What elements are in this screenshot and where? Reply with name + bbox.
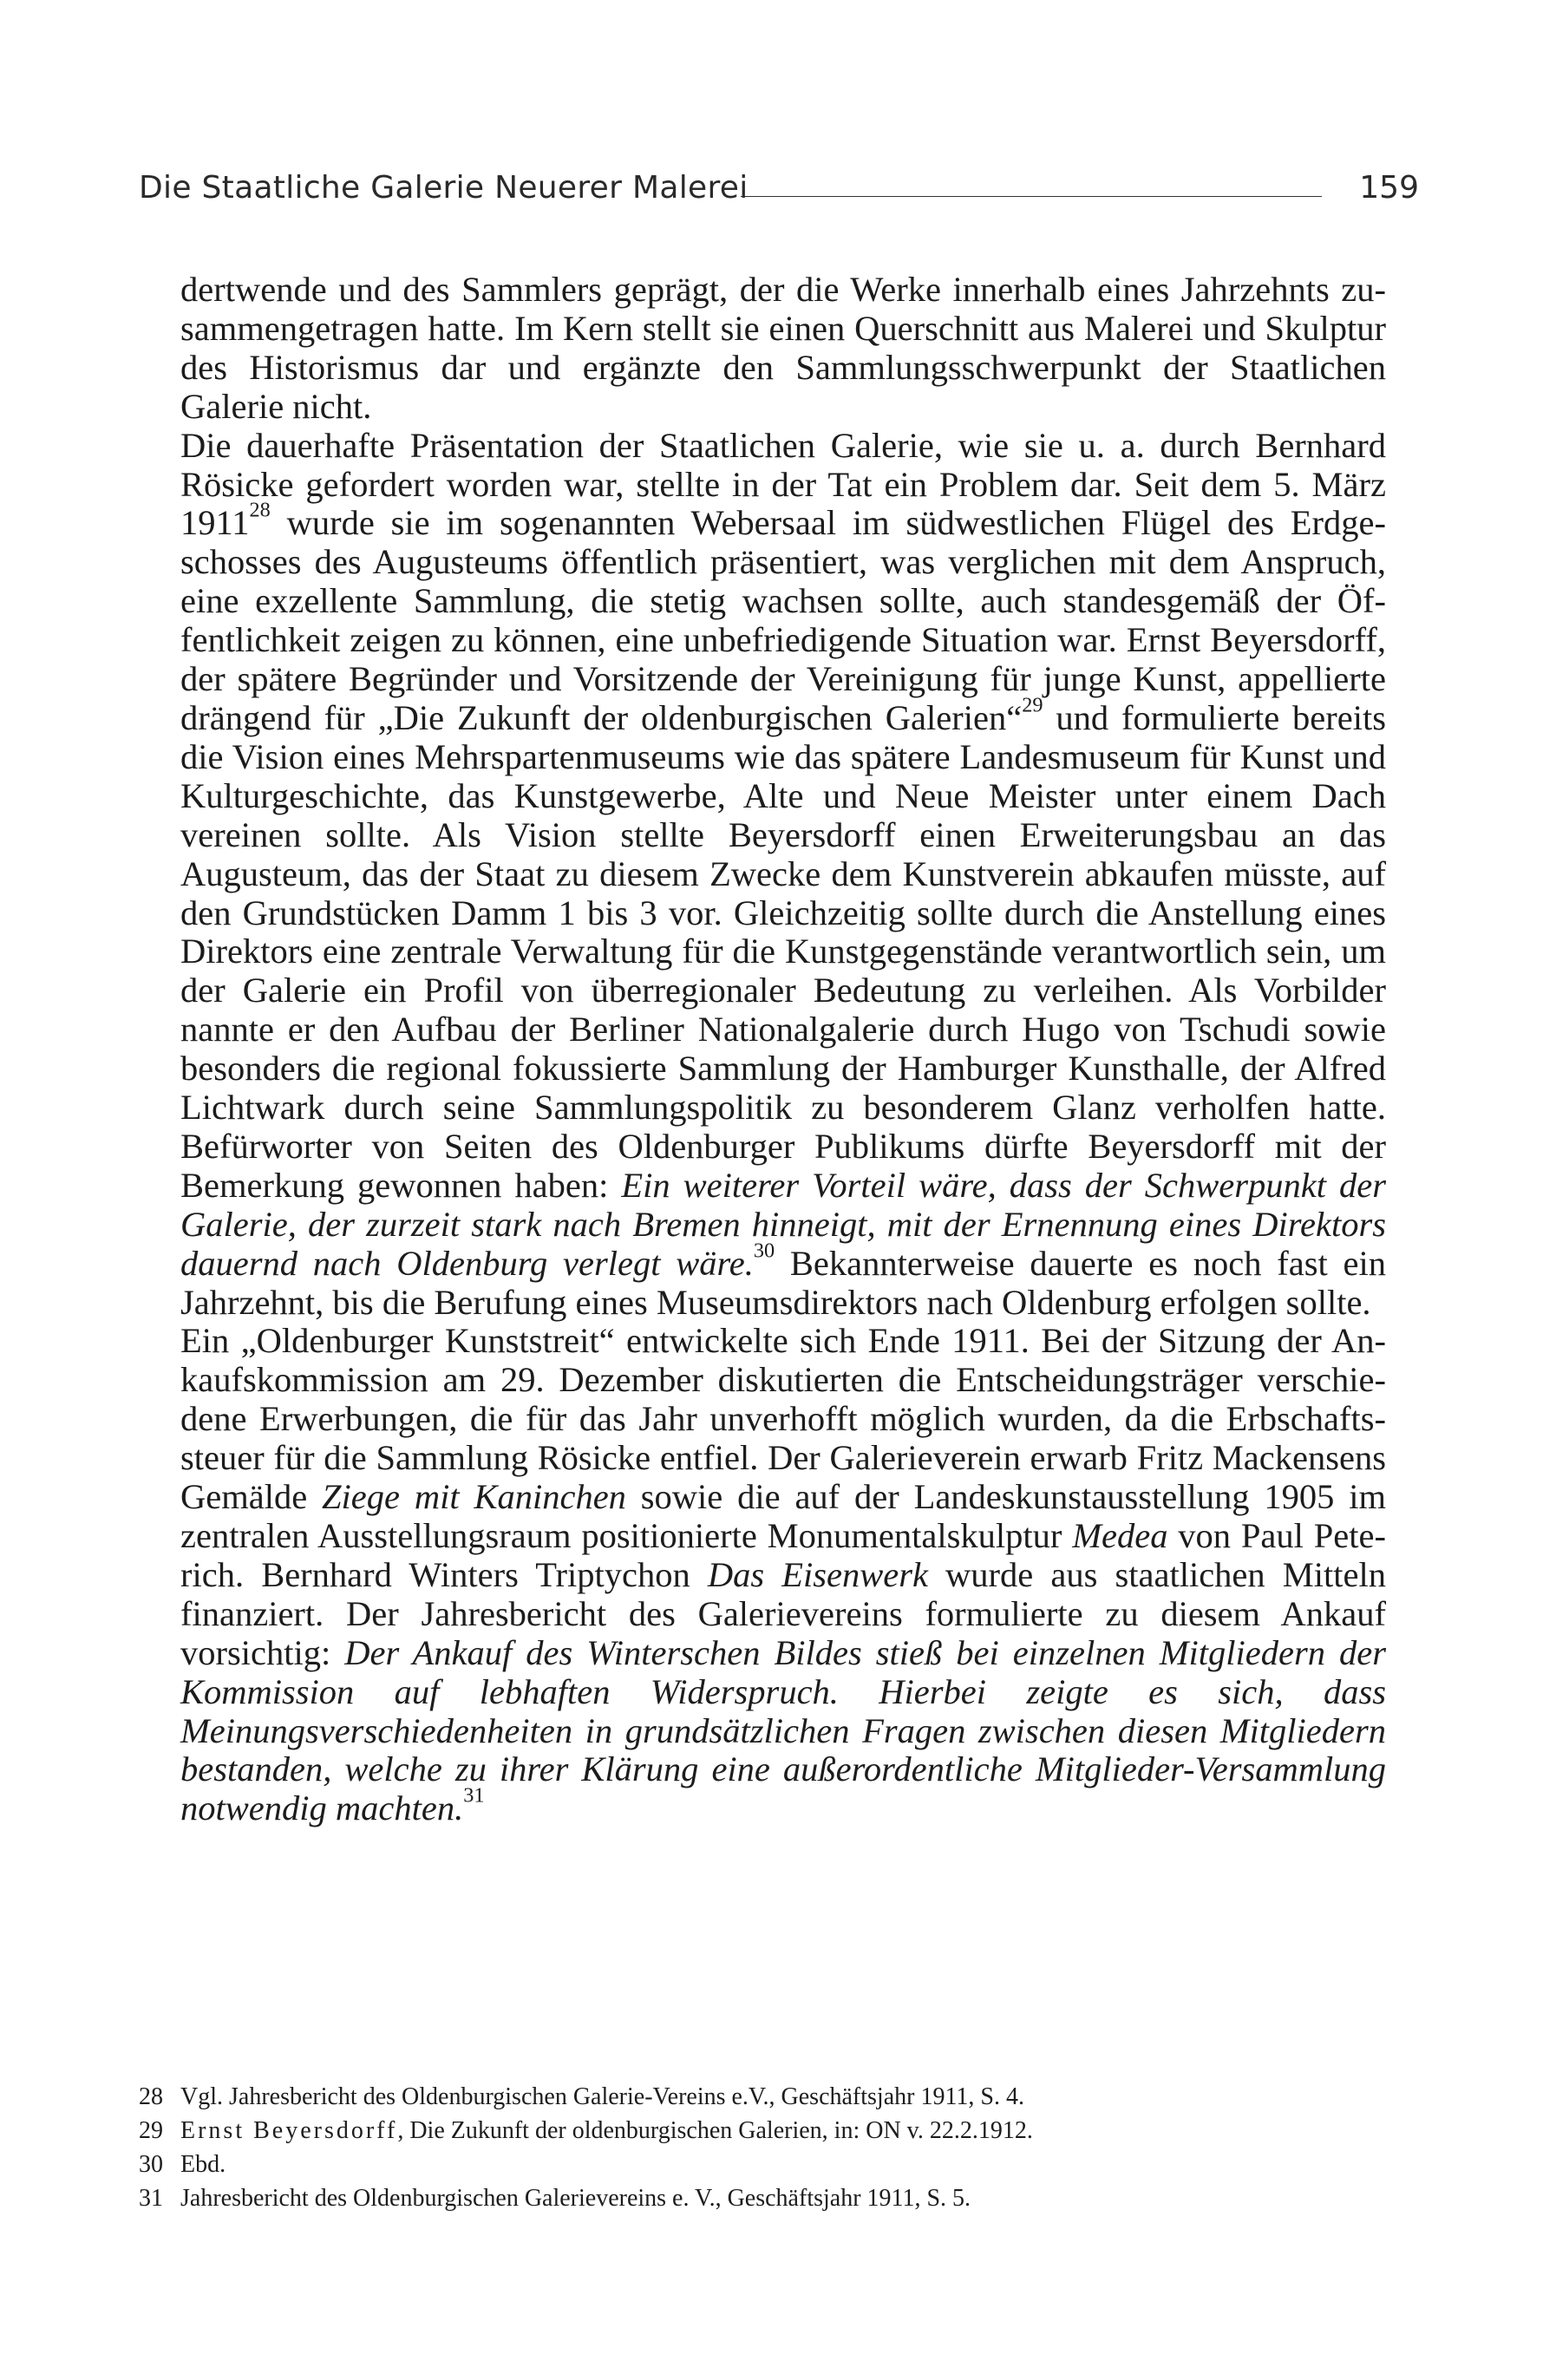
footnote-number: 28 (139, 2083, 163, 2110)
footnote-28 (139, 2080, 1266, 2114)
paragraph-2-text-c: und formulierte bereits die Vision eines Mehrspartenmuseums wie das spätere Landesmuseum für Kunst und Kulturgeschichte, das Kunstgewerbe, Alte und Neue Meister unter einem Dach vereinen sollte. Als Vision stellte Beyersdorff einen Erweiterungsbau an das Augusteum, das der Staat zu diesem Zwecke dem Kunstverein abkaufen müsste, auf den Grundstücken Damm 1 bis 3 vor. Gleichzeitig sollte durch die Anstellung eines Direktors eine zentrale Verwaltung für die Kunstgegenstände verantwortlich sein, um der Galerie ein Profil von überregionaler Bedeutung zu verleihen. Als Vorbilder nannte er den Aufbau der Berliner Nationalgalerie durch Hugo von Tschudi sowie besonders die regional fokussierte Sammlung der Hamburger Kunsthalle, der Alfred Lichtwark durch seine Sammlungspolitik zu besonderem Glanz verholfen hatte. Befürworter von Seiten des Oldenburger Publikums dürfte Beyersdorff mit der Bemerkung gewonnen haben: (180, 697, 1386, 1205)
footnote-ref-30: 30 (753, 1239, 775, 1263)
artwork-title-medea: Medea (1072, 1516, 1168, 1555)
paragraph-3-text-d: wurde aus staatlichen Mitteln finanziert. Der Jahresbericht des Galerievereins formulierte zu diesem Ankauf vorsichtig: (180, 1554, 1386, 1672)
footnote-29 (139, 2114, 1266, 2148)
footnote-text: , Die Zukunft der oldenburgischen Galerien, in: ON v. 22.2.1912. (397, 2117, 1033, 2144)
artwork-title-eisenwerk: Das Eisenwerk (707, 1554, 928, 1594)
footnote-author: Ernst Beyersdorff (180, 2117, 398, 2144)
running-head (139, 170, 1419, 222)
paragraph-2-text-a: Die dauerhafte Präsentation der Staatlichen Galerie, wie sie u. a. durch Bernhard Rösicke gefordert worden war, stellte in der Tat ein Problem dar. Seit dem 5. März 1911 (180, 425, 1386, 543)
paragraph-2 (180, 427, 1386, 1323)
paragraph-3 (180, 1322, 1386, 1828)
main-text (180, 271, 1386, 1828)
paragraph-3-text-a: Ein „Oldenburger Kunststreit“ entwickelte sich Ende 1911. Bei der Sitzung der Ankaufskommission am 29. Dezember diskutierten die Entscheidungsträger verschiedene Erwerbungen, die für das Jahr unverhofft möglich wurden, da die Erbschaftssteuer für die Sammlung Rösicke entfiel. Der Galerieverein erwarb Fritz Mackensens Gemälde (180, 1321, 1386, 1517)
footnote-31 (139, 2181, 1266, 2215)
footnote-30 (139, 2148, 1266, 2181)
footnote-ref-31: 31 (463, 1783, 485, 1808)
paragraph-3-text-b: sowie die auf der Landeskunstausstellung 1905 im zentralen Ausstellungsraum positionierte Monumentalskulptur (180, 1477, 1386, 1555)
page-number: 159 (1359, 170, 1419, 206)
footnote-text: Ebd. (180, 2151, 226, 2178)
artwork-title-ziege: Ziege mit Kaninchen (322, 1477, 626, 1517)
running-title: Die Staatliche Galerie Neuerer Malerei (139, 170, 749, 206)
footnote-number: 30 (139, 2151, 163, 2178)
footnote-text: Jahresbericht des Oldenburgischen Galerievereins e. V., Geschäftsjahr 1911, S. 5. (180, 2185, 971, 2212)
footnote-ref-29: 29 (1022, 693, 1043, 717)
paragraph-3-text-c: von Paul Peterich. Bernhard Winters Triptychon (180, 1516, 1386, 1594)
quote-beyersdorff: Ein weiterer Vorteil wäre, dass der Schwerpunkt der Galerie, der zurzeit stark nach Bremen hinneigt, mit der Ernennung eines Direktors dauernd nach Oldenburg verlegt wäre. (180, 1165, 1386, 1283)
footnote-ref-28: 28 (249, 498, 271, 522)
paragraph-2-text-d: Bekannterweise dauerte es noch fast ein Jahrzehnt, bis die Berufung eines Museumsdirektors nach Oldenburg erfolgen sollte. (180, 1243, 1386, 1322)
footnote-text: Vgl. Jahresbericht des Oldenburgischen Galerie-Vereins e.V., Geschäftsjahr 1911, S. 4. (180, 2083, 1024, 2110)
footnote-number: 29 (139, 2117, 163, 2144)
footnotes (139, 2080, 1266, 2215)
paragraph-1: dertwende und des Sammlers geprägt, der die Werke innerhalb eines Jahrzehnts zusammengetragen hatte. Im Kern stellt sie einen Querschnitt aus Malerei und Skulptur des Historismus dar und ergänzte den Sammlungsschwerpunkt der Staatlichen Galerie nicht. (180, 270, 1386, 426)
header-rule (741, 196, 1322, 197)
paragraph-2-text-b: wurde sie im sogenannten Webersaal im südwestlichen Flügel des Erdgeschosses des Augusteums öffentlich präsentiert, was verglichen mit dem Anspruch, eine exzellente Sammlung, die stetig wachsen sollte, auch standesgemäß der Öffentlichkeit zeigen zu können, eine unbefriedigende Situation war. Ernst Beyersdorff, der spätere Begründer und Vorsitzende der Vereinigung für junge Kunst, appellierte drängend für „Die Zukunft der oldenburgischen Galerien“ (180, 503, 1386, 737)
quote-jahresbericht: Der Ankauf des Winterschen Bildes stieß bei einzelnen Mitgliedern der Kommission auf lebhaften Widerspruch. Hierbei zeigte es sich, dass Meinungsverschiedenheiten in grundsätzlichen Fragen zwischen diesen Mitgliedern bestanden, welche zu ihrer Klärung eine außerordentliche Mitglieder-Versammlung notwendig machten. (180, 1632, 1386, 1828)
footnote-number: 31 (139, 2185, 163, 2212)
